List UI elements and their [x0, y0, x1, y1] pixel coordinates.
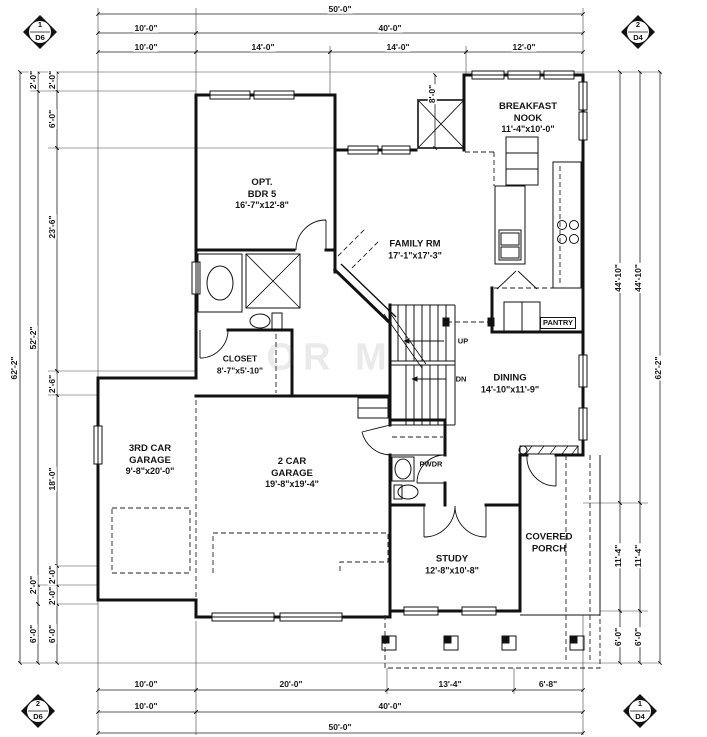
- section-marker-1-d6: [23, 15, 57, 49]
- dim-interior-bay: 8'-0": [426, 84, 437, 104]
- dim-top-10a: 10'-0": [134, 22, 158, 33]
- room-name: STUDY: [435, 553, 469, 565]
- dim-left-c7: 2'-0": [46, 586, 57, 606]
- marker-sheet: D6: [35, 33, 45, 42]
- room-label-pantry: PANTRY: [540, 317, 576, 329]
- room-label-study: [425, 554, 479, 577]
- dim-left-c4: 2'-6": [46, 374, 57, 394]
- dim-right-b1: 11'-4": [612, 544, 623, 568]
- dim-left-c6: 2'-0": [46, 565, 57, 585]
- stair-arrows: [404, 341, 446, 379]
- room-size: 8'-7"x5'-10": [216, 365, 264, 375]
- dim-top-14a: 14'-0": [251, 41, 275, 52]
- bay-window: [418, 100, 464, 148]
- room-size: 14'-10"x11'-9": [480, 384, 540, 394]
- room-label-garage2: [265, 456, 319, 491]
- dim-right-a2: 44'-10": [632, 264, 643, 292]
- stair-dn-label: DN: [455, 374, 467, 384]
- dim-bottom-overall: 50'-0": [328, 721, 352, 732]
- watermark-text: OR M: [266, 336, 394, 379]
- dim-left-b4: 6'-0": [27, 624, 38, 644]
- dashed-lines: [112, 152, 600, 668]
- section-marker-2-d6: [21, 694, 55, 728]
- room-name: OPT.: [251, 176, 273, 188]
- marker-number: 2: [35, 699, 41, 708]
- dim-left-c2: 6'-0": [46, 109, 57, 129]
- room-size: 17'-1"x17'-3": [388, 250, 442, 260]
- room-name: COVERED: [525, 531, 573, 543]
- dim-right-c1: 6'-0": [612, 627, 623, 647]
- room-label-family: [388, 239, 442, 262]
- section-marker-1-d4: [623, 694, 657, 728]
- dim-left-c5: 18'-0": [46, 467, 57, 491]
- room-label-closet: [217, 354, 263, 377]
- dim-bottom-13: 13'-4": [438, 678, 462, 689]
- dim-top-12: 12'-0": [512, 41, 536, 52]
- room-name: 2 CAR: [277, 455, 307, 467]
- dim-left-c1: 2'-0": [46, 70, 57, 90]
- room-label-dining: [481, 373, 539, 396]
- room-label-nook: [499, 101, 557, 136]
- room-name: NOOK: [513, 112, 543, 124]
- room-name: FAMILY RM: [389, 238, 441, 250]
- dim-left-b3: 2'-0": [27, 575, 38, 595]
- dim-right-b2: 11'-4": [632, 544, 643, 568]
- dim-top-10b: 10'-0": [134, 41, 158, 52]
- dim-right-overall: 62'-2": [652, 356, 663, 380]
- stair-up-label: UP: [457, 336, 469, 346]
- room-size: 16'-7"x12'-8": [235, 199, 289, 210]
- marker-sheet: D4: [633, 33, 643, 42]
- marker-number: 2: [635, 20, 641, 29]
- room-label-pwdr: PWDR: [419, 459, 443, 469]
- dim-top-40: 40'-0": [378, 22, 402, 33]
- room-name: 3RD CAR: [128, 442, 172, 454]
- room-name: DINING: [493, 372, 527, 384]
- room-label-bdr5: [235, 177, 289, 212]
- room-label-porch: [526, 532, 573, 555]
- room-size: 19'-8"x19'-4": [265, 478, 319, 489]
- dim-top-overall: 50'-0": [328, 3, 352, 14]
- dim-right-c2: 6'-0": [632, 627, 643, 647]
- dim-left-c3: 23'-6": [46, 215, 57, 239]
- dim-bottom-10b: 10'-0": [134, 700, 158, 711]
- room-name: PORCH: [531, 543, 567, 554]
- dim-bottom-20: 20'-0": [279, 678, 303, 689]
- marker-number: 1: [637, 699, 643, 708]
- dim-right-a1: 44'-10": [612, 264, 623, 292]
- dim-bottom-6: 6'-8": [538, 678, 558, 689]
- room-name: BDR 5: [247, 188, 277, 200]
- room-name: BREAKFAST: [498, 100, 558, 112]
- section-marker-2-d4: [621, 15, 655, 49]
- room-name: GARAGE: [129, 454, 171, 466]
- marker-sheet: D6: [33, 712, 43, 721]
- room-size: 12'-8"x10'-8": [425, 565, 479, 575]
- dim-top-14b: 14'-0": [386, 41, 410, 52]
- room-name: GARAGE: [271, 467, 313, 479]
- dim-left-c8: 6'-0": [46, 624, 57, 644]
- dim-left-b1: 2'-0": [27, 70, 38, 90]
- dim-bottom-10a: 10'-0": [134, 678, 158, 689]
- room-name: CLOSET: [222, 353, 258, 364]
- dim-left-b2: 52'-2": [27, 326, 38, 350]
- room-size: 9'-8"x20'-0": [125, 465, 175, 476]
- dim-left-overall: 62'-2": [8, 356, 19, 380]
- room-label-garage3: [126, 443, 175, 478]
- dim-bottom-40: 40'-0": [378, 700, 402, 711]
- marker-sheet: D4: [635, 712, 645, 721]
- room-size: 11'-4"x10'-0": [501, 123, 555, 134]
- marker-number: 1: [37, 20, 43, 29]
